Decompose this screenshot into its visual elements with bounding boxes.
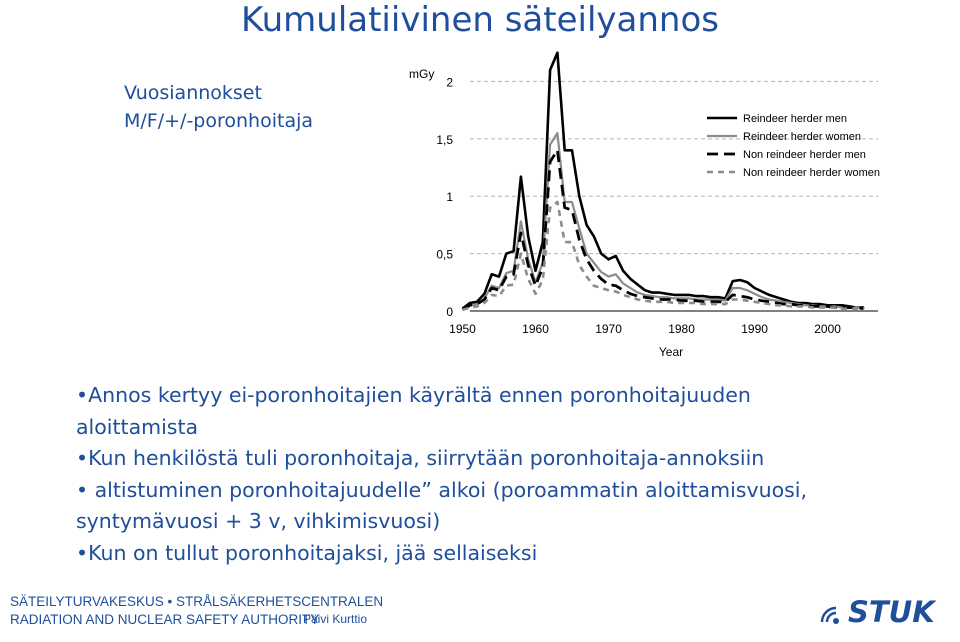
footer-author: Päivi Kurttio (303, 612, 368, 626)
x-tick-label: 1970 (595, 322, 622, 336)
stuk-logo-emblem (822, 608, 839, 624)
bullet-line-4: • altistuminen poronhoitajuudelle” alkoi (poroammatin aloittamisvuosi, (76, 477, 808, 502)
subtitle-line-1: Vuosiannokset (124, 82, 262, 104)
footer-organization-english: RADIATION AND NUCLEAR SAFETY AUTHORITY (10, 612, 320, 627)
x-axis-label: Year (658, 345, 684, 359)
subtitle-line-2: M/F/+/-poronhoitaja (124, 110, 314, 132)
legend-label-3: Non reindeer herder men (743, 149, 866, 161)
bullet-line-2: aloittamista (76, 414, 199, 439)
stuk-logo (818, 592, 942, 628)
legend-label-4: Non reindeer herder women (743, 167, 880, 179)
y-axis-label: mGy (409, 67, 435, 81)
bullet-line-3: •Kun henkilöstä tuli poronhoitaja, siirrytään poronhoitaja-annoksiin (76, 446, 765, 470)
y-tick-label: 1 (446, 190, 453, 205)
x-tick-label: 1960 (522, 322, 549, 336)
x-tick-label: 1950 (449, 322, 476, 336)
bullet-line-6: •Kun on tullut poronhoitajaksi, jää sellaiseksi (76, 540, 538, 565)
y-tick-label: 0 (446, 305, 453, 319)
slide-title: Kumulatiivinen säteilyannos (241, 0, 719, 40)
bullet-line-1: •Annos kertyy ei-poronhoitajien käyrältä ennen poronhoitajuuden (76, 383, 751, 407)
y-tick-label: 2 (446, 75, 453, 90)
legend-label-1: Reindeer herder men (743, 113, 847, 125)
footer-organization: SÄTEILYTURVAKESKUS • STRÅLSÄKERHETSCENTRALEN (10, 594, 384, 609)
y-tick-label: 0,5 (436, 247, 453, 262)
y-tick-label: 1,5 (436, 132, 453, 147)
bullet-line-5: syntymävuosi + 3 v, vihkimisvuosi) (76, 509, 441, 533)
stuk-logo-text: STUK (848, 595, 935, 628)
bullet-list (76, 380, 946, 569)
legend-label-2: Reindeer herder women (743, 131, 862, 143)
x-tick-label: 1980 (668, 322, 695, 336)
x-tick-label: 2000 (814, 322, 841, 336)
series-line-1 (463, 53, 865, 309)
x-tick-label: 1990 (741, 322, 768, 336)
